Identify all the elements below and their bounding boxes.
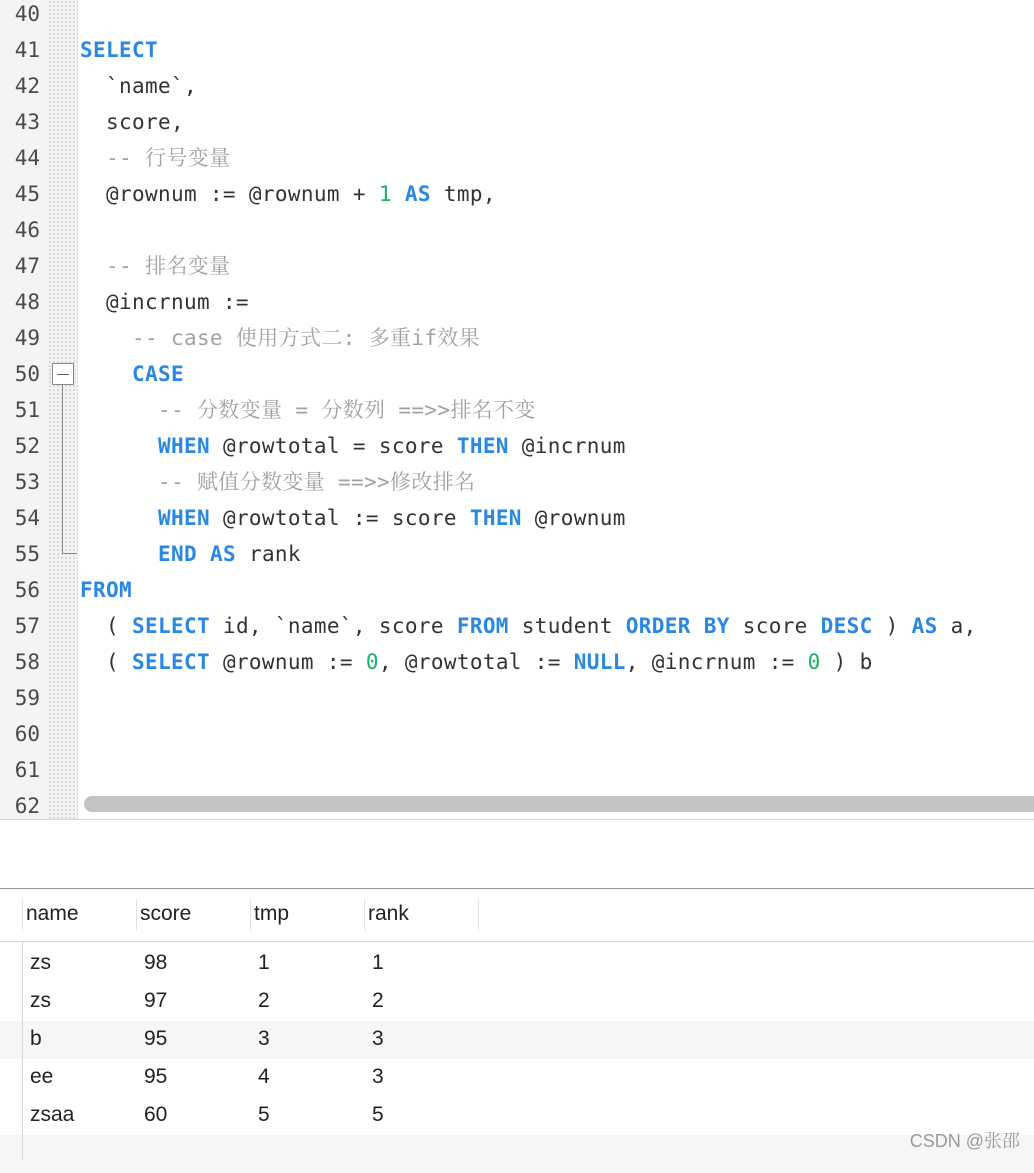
code-text[interactable]	[80, 648, 873, 684]
code-token: )	[872, 614, 912, 638]
code-line[interactable]	[0, 612, 1034, 648]
line-number: 45	[14, 182, 40, 206]
code-text[interactable]	[80, 576, 132, 612]
column-header-score[interactable]: score	[140, 902, 192, 925]
cell-tmp[interactable]: 4	[258, 1065, 270, 1088]
cell-tmp[interactable]: 2	[258, 989, 270, 1012]
code-token: @rownum	[521, 506, 626, 530]
code-token: id, `name`, score	[209, 614, 457, 638]
line-number: 40	[14, 2, 40, 26]
code-token: rank	[235, 542, 301, 566]
code-line[interactable]	[0, 504, 1034, 540]
results-grid	[0, 888, 1034, 1160]
results-header-row	[0, 889, 1034, 942]
code-line[interactable]	[0, 468, 1034, 504]
fold-range-end	[62, 553, 77, 554]
line-number: 43	[14, 110, 40, 134]
code-text[interactable]	[80, 324, 480, 360]
code-line[interactable]	[0, 360, 1034, 396]
code-comment: -- 行号变量	[80, 146, 231, 170]
code-line[interactable]	[0, 144, 1034, 180]
code-text[interactable]	[80, 540, 301, 576]
cell-tmp[interactable]: 3	[258, 1027, 270, 1050]
line-number: 51	[14, 398, 40, 422]
sql-keyword: NULL	[573, 650, 626, 674]
code-line[interactable]	[0, 180, 1034, 216]
cell-name[interactable]: zsaa	[30, 1103, 75, 1126]
fold-range-line	[62, 385, 63, 554]
column-header-tmp[interactable]: tmp	[254, 902, 290, 925]
code-line[interactable]	[0, 324, 1034, 360]
line-number: 55	[14, 542, 40, 566]
line-number: 46	[14, 218, 40, 242]
watermark: CSDN @张邵	[909, 1131, 1020, 1151]
sql-keyword: WHEN	[157, 434, 210, 458]
sql-keyword: FROM	[80, 578, 132, 602]
line-number: 60	[14, 722, 40, 746]
cell-rank[interactable]: 3	[372, 1027, 384, 1050]
code-text[interactable]	[80, 252, 230, 288]
sql-keyword: SELECT	[131, 614, 210, 638]
code-token	[80, 542, 158, 566]
code-line[interactable]	[0, 0, 1034, 36]
code-token	[197, 542, 210, 566]
column-separator[interactable]	[478, 899, 479, 931]
sql-keyword: WHEN	[157, 506, 210, 530]
code-comment: -- 分数变量 = 分数列 ==>>排名不变	[80, 398, 536, 422]
code-token	[392, 182, 405, 206]
sql-keyword: DESC	[820, 614, 873, 638]
code-token: ) b	[820, 650, 873, 674]
cell-rank[interactable]: 1	[372, 951, 384, 974]
code-token: tmp,	[430, 182, 496, 206]
code-token: a,	[937, 614, 977, 638]
horizontal-scrollbar[interactable]	[84, 796, 1034, 812]
code-line[interactable]	[0, 396, 1034, 432]
table-row[interactable]	[0, 983, 1034, 1021]
sql-keyword: AS	[209, 542, 236, 566]
cell-score[interactable]: 95	[144, 1027, 168, 1050]
code-line[interactable]	[0, 540, 1034, 576]
code-line[interactable]	[0, 756, 1034, 792]
code-comment: -- case 使用方式二: 多重if效果	[80, 326, 481, 350]
code-line[interactable]	[0, 432, 1034, 468]
code-line[interactable]	[0, 252, 1034, 288]
cell-score[interactable]: 60	[144, 1103, 168, 1126]
code-token: (	[80, 650, 132, 674]
line-number: 58	[14, 650, 40, 674]
column-separator[interactable]	[250, 899, 251, 931]
cell-score[interactable]: 97	[144, 989, 168, 1012]
code-token: @incrnum :=	[80, 290, 249, 314]
sql-keyword: THEN	[456, 434, 509, 458]
code-text[interactable]	[80, 36, 158, 72]
code-token: `name`,	[80, 74, 197, 98]
code-token: (	[80, 614, 132, 638]
line-number: 41	[14, 38, 40, 62]
cell-score[interactable]: 95	[144, 1065, 168, 1088]
code-line[interactable]	[0, 288, 1034, 324]
line-number: 53	[14, 470, 40, 494]
code-text[interactable]	[80, 468, 475, 504]
code-line[interactable]	[0, 72, 1034, 108]
code-line[interactable]	[0, 720, 1034, 756]
sql-keyword: SELECT	[131, 650, 210, 674]
code-token	[80, 506, 158, 530]
fold-collapse-icon[interactable]	[52, 363, 74, 385]
code-line[interactable]	[0, 108, 1034, 144]
cell-name[interactable]: zs	[30, 951, 51, 974]
line-number: 62	[14, 794, 40, 818]
code-line[interactable]	[0, 576, 1034, 612]
code-token: , @incrnum :=	[625, 650, 808, 674]
table-row-empty	[0, 1135, 1034, 1173]
cell-name[interactable]: b	[30, 1027, 42, 1050]
line-number: 50	[14, 362, 40, 386]
sql-keyword: THEN	[469, 506, 522, 530]
code-token: @rownum :=	[209, 650, 366, 674]
sql-keyword: AS	[404, 182, 431, 206]
code-text[interactable]	[80, 396, 536, 432]
table-row[interactable]	[0, 945, 1034, 983]
line-number: 52	[14, 434, 40, 458]
code-token	[80, 362, 132, 386]
sql-keyword: SELECT	[80, 38, 158, 62]
cell-name[interactable]: zs	[30, 989, 51, 1012]
code-token: @incrnum	[508, 434, 626, 458]
code-comment: -- 排名变量	[80, 254, 231, 278]
code-line[interactable]	[0, 684, 1034, 720]
cell-tmp[interactable]: 1	[258, 951, 270, 974]
code-text[interactable]	[80, 432, 626, 468]
code-line[interactable]	[0, 36, 1034, 72]
line-number: 59	[14, 686, 40, 710]
cell-score[interactable]: 98	[144, 951, 168, 974]
line-number: 49	[14, 326, 40, 350]
table-row[interactable]	[0, 1059, 1034, 1097]
code-token: @rowtotal := score	[209, 506, 470, 530]
line-number: 44	[14, 146, 40, 170]
column-separator[interactable]	[136, 899, 137, 931]
editor-results-divider[interactable]	[0, 819, 1034, 820]
code-comment: -- 赋值分数变量 ==>>修改排名	[80, 470, 476, 494]
column-separator	[22, 899, 23, 931]
table-row[interactable]	[0, 1097, 1034, 1135]
code-token: @rowtotal = score	[209, 434, 457, 458]
code-text[interactable]	[80, 180, 496, 216]
column-header-name[interactable]: name	[26, 902, 79, 925]
code-text[interactable]	[80, 144, 230, 180]
line-number: 48	[14, 290, 40, 314]
cell-tmp[interactable]: 5	[258, 1103, 270, 1126]
sql-keyword: FROM	[456, 614, 509, 638]
code-text[interactable]	[80, 504, 626, 540]
code-token: , @rowtotal :=	[378, 650, 574, 674]
code-text[interactable]	[80, 72, 197, 108]
line-number: 56	[14, 578, 40, 602]
cell-name[interactable]: ee	[30, 1065, 54, 1088]
cell-rank[interactable]: 5	[372, 1103, 384, 1126]
sql-keyword: CASE	[131, 362, 184, 386]
code-token	[80, 434, 158, 458]
row-selector-border	[22, 941, 23, 1160]
table-row[interactable]	[0, 1021, 1034, 1059]
number-literal: 0	[365, 650, 379, 674]
code-token: score	[729, 614, 821, 638]
cell-rank[interactable]: 2	[372, 989, 384, 1012]
code-token: student	[508, 614, 626, 638]
code-token: @rownum := @rownum +	[80, 182, 379, 206]
sql-keyword: AS	[911, 614, 938, 638]
code-text[interactable]	[80, 288, 249, 324]
code-line[interactable]	[0, 648, 1034, 684]
number-literal: 0	[807, 650, 821, 674]
code-text[interactable]	[80, 612, 977, 648]
column-separator[interactable]	[364, 899, 365, 931]
number-literal: 1	[378, 182, 392, 206]
code-text[interactable]	[80, 108, 184, 144]
column-header-rank[interactable]: rank	[368, 902, 409, 925]
line-number: 61	[14, 758, 40, 782]
code-line[interactable]	[0, 216, 1034, 252]
line-number: 57	[14, 614, 40, 638]
code-text[interactable]	[80, 360, 184, 396]
line-number: 54	[14, 506, 40, 530]
sql-keyword: END	[157, 542, 197, 566]
line-number: 47	[14, 254, 40, 278]
cell-rank[interactable]: 3	[372, 1065, 384, 1088]
sql-keyword: ORDER BY	[625, 614, 730, 638]
code-token: score,	[80, 110, 184, 134]
line-number: 42	[14, 74, 40, 98]
